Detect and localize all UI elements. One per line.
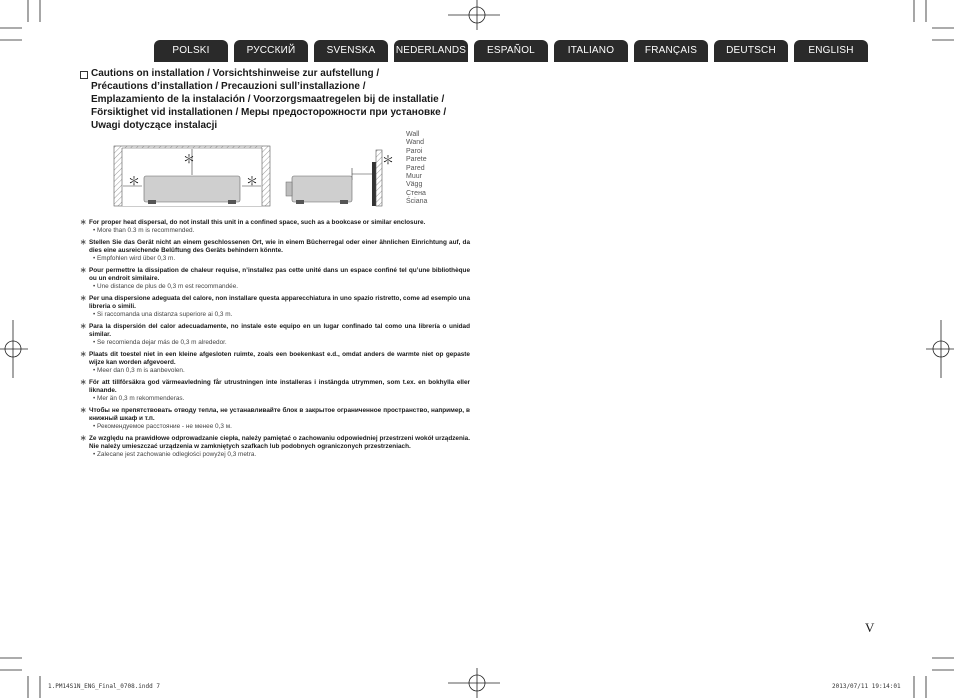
note-sub: • Meer dan 0,3 m is aanbevolen.: [93, 367, 185, 374]
footer-timestamp: 2013/07/11 19:14:01: [832, 683, 901, 690]
note-german: [80, 239, 470, 263]
footer-file-info: 1.PM14S1N_ENG_Final_0708.indd 7: [48, 683, 160, 690]
note-english: [80, 219, 470, 235]
note-french: [80, 267, 470, 291]
note-main: Plaats dit toestel niet in een kleine afgesloten ruimte, zoals een boekenkast e.d., omdat anders de warmte niet op gepaste wijze kan worden afgevoerd.: [89, 351, 470, 366]
note-star: ＊: [80, 407, 87, 414]
checkbox-bullet-icon: [80, 71, 88, 79]
page-number: V: [865, 620, 875, 635]
note-sub: • Se recomienda dejar más de 0,3 m alrededor.: [93, 339, 227, 346]
note-star: ＊: [80, 239, 87, 246]
wall-label: Muur: [406, 173, 422, 181]
note-main: Чтобы не препятствовать отводу тепла, не устанавливайте блок в закрытое ограниченное пространство, например, в книжный шкаф и т.п.: [89, 407, 470, 422]
clearance-star: ＊: [183, 152, 196, 166]
note-sub: • Zalecane jest zachowanie odległości powyżej 0,3 metra.: [93, 451, 257, 458]
note-polish: [80, 435, 470, 459]
note-sub: • More than 0.3 m is recommended.: [93, 227, 195, 234]
note-dutch: [80, 351, 470, 375]
note-main: For proper heat dispersal, do not install this unit in a confined space, such as a bookcase or similar enclosure.: [89, 219, 426, 226]
note-star: ＊: [80, 323, 87, 330]
installation-diagram: [110, 140, 410, 210]
wall-labels: [406, 131, 427, 207]
heading-line: Cautions on installation / Vorsichtshinweise zur aufstellung /: [91, 68, 380, 79]
note-italian: [80, 295, 470, 319]
tab-svenska[interactable]: SVENSKA: [314, 40, 388, 62]
wall-label: Ściana: [406, 198, 428, 206]
note-sub: • Empfohlen wird über 0,3 m.: [93, 255, 176, 262]
note-star: ＊: [80, 379, 87, 386]
note-star: ＊: [80, 351, 87, 358]
tab-espanol[interactable]: ESPAÑOL: [474, 40, 548, 62]
tab-nederlands[interactable]: NEDERLANDS: [394, 40, 468, 62]
note-star: ＊: [80, 295, 87, 302]
note-star: ＊: [80, 267, 87, 274]
note-sub: • Mer än 0,3 m rekommenderas.: [93, 395, 185, 402]
heading-line: Précautions d’installation / Precauzioni sull’installazione /: [91, 81, 366, 92]
heading-line: Emplazamiento de la instalación / Voorzorgsmaatregelen bij de installatie /: [91, 94, 445, 105]
wall-label: Стена: [406, 189, 426, 197]
clearance-star: ＊: [128, 174, 141, 188]
tab-deutsch[interactable]: DEUTSCH: [714, 40, 788, 62]
note-main: För att tillförsäkra god värmeavledning får utrustningen inte installeras i instängda utrymmen, som t.ex. en bokhylla eller liknande.: [89, 379, 470, 394]
note-swedish: [80, 379, 470, 403]
note-spanish: [80, 323, 470, 347]
tab-english[interactable]: ENGLISH: [794, 40, 868, 62]
note-main: Pour permettre la dissipation de chaleur requise, n’installez pas cette unité dans un espace confiné tel qu’une bibliothèque ou un endroit similaire.: [89, 267, 470, 282]
note-main: Ze względu na prawidłowe odprowadzanie ciepła, należy pamiętać o zachowaniu odpowiedniej przestrzeni wokół urządzenia. Nie należy umieszczać urządzenia w zamkniętych szafkach lub podobnych ograniczonych przestrzeniach.: [89, 435, 470, 450]
note-sub: • Si raccomanda una distanza superiore ai 0,3 m.: [93, 311, 233, 318]
clearance-star: ＊: [246, 174, 259, 188]
wall-label: Wand: [406, 139, 425, 147]
wall-label: Vägg: [406, 181, 423, 189]
note-sub: • Рекомендуемое расстояние - не менее 0,3 м.: [93, 423, 232, 430]
wall-label: Wall: [406, 131, 420, 138]
note-main: Para la dispersión del calor adecuadamente, no instale este equipo en un lugar confinado tal como una librería o unidad similar.: [89, 323, 470, 338]
note-star: ＊: [80, 435, 87, 442]
note-sub: • Une distance de plus de 0,3 m est recommandée.: [93, 283, 239, 290]
note-main: Per una dispersione adeguata del calore, non installare questa apparecchiatura in uno spazio ristretto, come ad esempio una libreria o simili.: [89, 295, 470, 310]
clearance-star: ＊: [382, 153, 395, 167]
heading-line: Försiktighet vid installationen / Меры предосторожности при установке /: [91, 107, 447, 118]
note-main: Stellen Sie das Gerät nicht an einem geschlossenen Ort, wie in einem Bücherregal oder einer ähnlichen Einrichtung auf, da dies eine ausreichende Belüftung des Geräts behindern könnte.: [89, 239, 470, 254]
note-star: ＊: [80, 219, 87, 226]
enclosure-side-view: [286, 150, 382, 206]
tab-polski[interactable]: POLSKI: [154, 40, 228, 62]
tab-russian[interactable]: РУССКИЙ: [234, 40, 308, 62]
wall-label: Pared: [406, 164, 425, 172]
heading-line: Uwagi dotyczące instalacji: [91, 120, 218, 131]
language-tabs: [154, 40, 865, 62]
tab-italiano[interactable]: ITALIANO: [554, 40, 628, 62]
tab-francais[interactable]: FRANÇAIS: [634, 40, 708, 62]
wall-label: Parete: [406, 156, 427, 164]
note-russian: [80, 407, 470, 431]
wall-label: Paroi: [406, 147, 423, 155]
